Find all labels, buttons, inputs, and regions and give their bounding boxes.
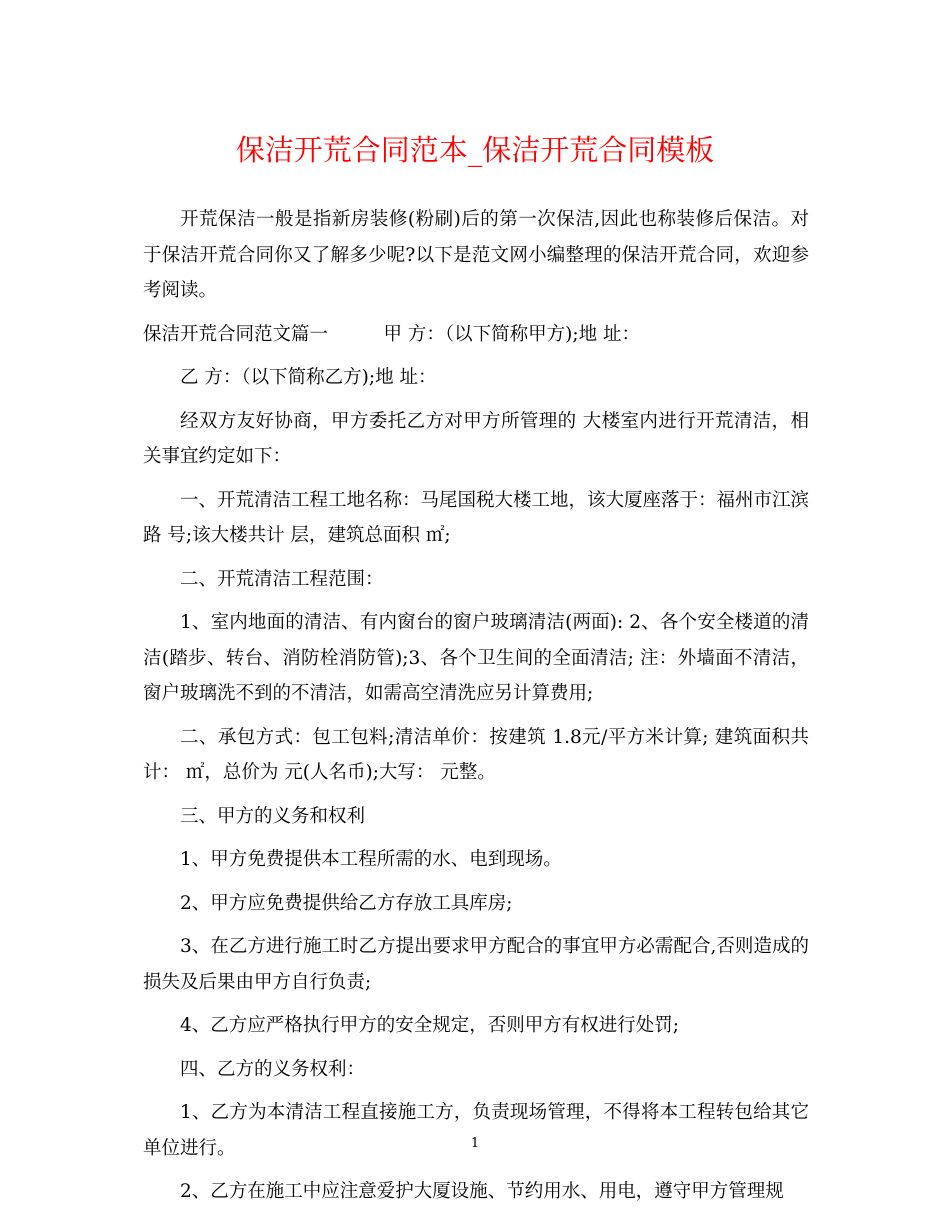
party-a-item-2: 2、甲方应免费提供给乙方存放工具库房; [180, 892, 513, 914]
party-a-item-1: 1、甲方免费提供本工程所需的水、电到现场。 [180, 849, 562, 870]
clause-scope-details: 1、室内地面的清洁、有内窗台的窗户玻璃清洁(两面): 2、各个安全楼道的清洁(踏步、转台、消防栓消防管);3、各个卫生间的全面清洁; 注：外墙面不清洁，窗户玻璃洗不到的不清洁，如需高空清洗应另计算费用; [143, 612, 809, 704]
party-a-line: 保洁开荒合同范文篇一 甲 方：（以下简称甲方);地 址： [143, 323, 640, 345]
party-b-item-2: 2、乙方在施工中应注意爱护大厦设施、节约用水、用电，遵守甲方管理规 [180, 1181, 784, 1202]
page-number: 1 [470, 1136, 480, 1151]
party-b-line: 乙 方：（以下简称乙方);地 址： [180, 367, 437, 388]
clause-party-b-heading: 四、乙方的义务权利： [180, 1058, 366, 1080]
clause-party-a-heading: 三、甲方的义务和权利 [180, 805, 366, 827]
clause-site-name: 一、开荒清洁工程工地名称：马尾国税大楼工地，该大厦座落于：福州市江滨路 号;该大楼共计 层，建筑总面积 ㎡; [143, 489, 810, 546]
agreement-preamble: 经双方友好协商，甲方委托乙方对甲方所管理的 大楼室内进行开荒清洁，相关事宜约定如下： [143, 410, 809, 467]
party-a-item-4: 4、乙方应严格执行甲方的安全规定，否则甲方有权进行处罚; [180, 1015, 680, 1036]
clause-contract-method: 二、承包方式：包工包料;清洁单价：按建筑 1.8元/平方米计算; 建筑面积共计： ㎡，总价为 元(人名币);大写： 元整。 [143, 726, 809, 783]
party-b-item-1: 1、乙方为本清洁工程直接施工方，负责现场管理，不得将本工程转包给其它单位进行。 [143, 1102, 809, 1159]
document-title: 保洁开荒合同范本_保洁开荒合同模板 [235, 133, 715, 167]
party-a-item-3: 3、在乙方进行施工时乙方提出要求甲方配合的事宜甲方必需配合,否则造成的损失及后果由甲方自行负责; [143, 936, 809, 993]
clause-scope-heading: 二、开荒清洁工程范围： [180, 568, 384, 590]
document-body [143, 202, 809, 1218]
intro-paragraph: 开荒保洁一般是指新房装修(粉刷)后的第一次保洁,因此也称装修后保洁。对于保洁开荒合同你又了解多少呢?以下是范文网小编整理的保洁开荒合同，欢迎参考阅读。 [143, 209, 809, 301]
